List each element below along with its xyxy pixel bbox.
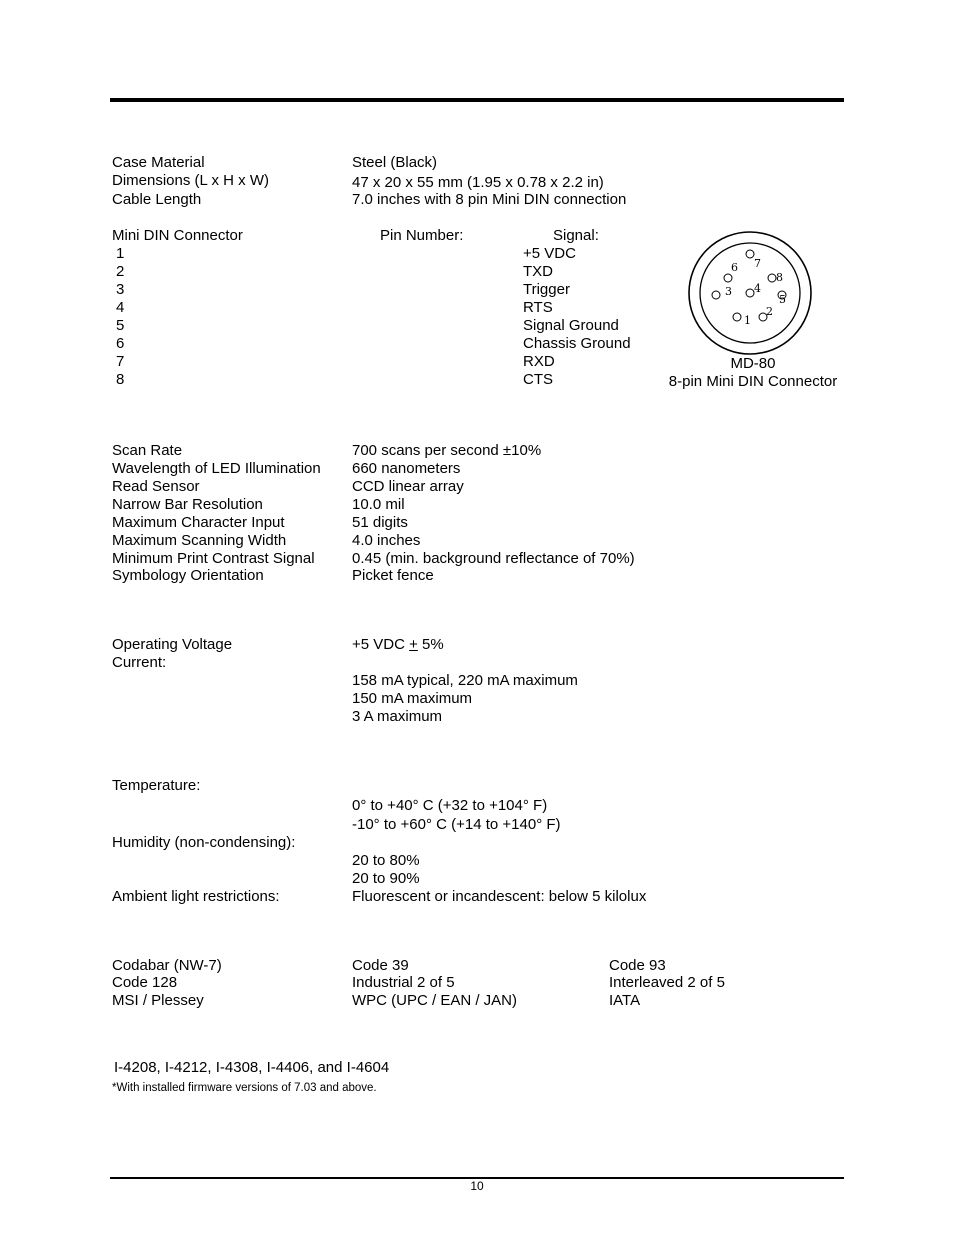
symbology: IATA [609,992,641,1009]
symbology: Codabar (NW-7) [112,957,222,974]
spec-label-cable-length: Cable Length [112,191,202,208]
spec-label: Scan Rate [112,442,183,459]
footnote: *With installed firmware versions of 7.03 and above. [112,1082,377,1094]
spec-label: Maximum Character Input [112,514,285,531]
connector-label: Mini DIN Connector [112,227,243,244]
spec-label: Read Sensor [112,478,200,495]
pin-number: 5 [116,317,125,334]
pin-number: 1 [116,245,125,262]
spec-label-dimensions: Dimensions (L x H x W) [112,172,269,189]
pin-signal: RXD [523,353,555,370]
pin-number: 7 [116,353,125,370]
pin-number: 4 [116,299,125,316]
symbology: Code 39 [352,957,409,974]
temperature-label: Temperature: [112,777,201,794]
pin-signal: +5 VDC [523,245,576,262]
pin-label-5: 5 [779,293,786,306]
current-value: 158 mA typical, 220 mA maximum [352,672,578,689]
pin-label-4: 4 [754,282,761,295]
symbology: Interleaved 2 of 5 [609,974,725,991]
pin-label-2: 2 [766,305,773,318]
spec-value-cable-length: 7.0 inches with 8 pin Mini DIN connection [352,191,627,208]
spec-label: Minimum Print Contrast Signal [112,550,315,567]
spec-value: CCD linear array [352,478,464,495]
pin-number: 8 [116,371,125,388]
spec-value: 0.45 (min. background reflectance of 70%) [352,550,635,567]
voltage-value: +5 VDC + 5% [352,636,444,653]
spec-value: 660 nanometers [352,460,461,477]
spec-value: 10.0 mil [352,496,405,513]
plus-minus-sign: + [409,636,418,653]
pin-number: 3 [116,281,125,298]
ambient-light-label: Ambient light restrictions: [112,888,280,905]
pin-label-3: 3 [725,285,732,298]
spec-value: 4.0 inches [352,532,421,549]
symbology: WPC (UPC / EAN / JAN) [352,992,518,1009]
spec-label: Symbology Orientation [112,567,264,584]
temperature-value: 0° to +40° C (+32 to +104° F) [352,797,548,814]
humidity-value: 20 to 90% [352,870,420,887]
pin-label-7: 7 [754,257,761,270]
pin-6-hole [724,274,732,282]
page-number: 10 [470,1179,484,1193]
current-value: 3 A maximum [352,708,443,725]
pin-number: 2 [116,263,125,280]
pin-1-hole [733,313,741,321]
signal-header: Signal: [553,227,599,244]
pin-signal: Trigger [523,281,570,298]
connector-model: MD-80 [730,355,776,372]
pin-8-hole [768,274,776,282]
spec-label: Narrow Bar Resolution [112,496,263,513]
pin-signal: RTS [523,299,553,316]
pin-signal: CTS [523,371,553,388]
symbology: Industrial 2 of 5 [352,974,455,991]
pin-3-hole [712,291,720,299]
spec-label-case-material: Case Material [112,154,205,171]
current-value: 150 mA maximum [352,690,473,707]
spec-value: Picket fence [352,567,434,584]
symbology: MSI / Plessey [112,992,204,1009]
header-rule [110,98,844,102]
pin-label-6: 6 [731,261,738,274]
connector-key-pin [746,250,754,258]
temperature-value: -10° to +60° C (+14 to +140° F) [352,816,561,833]
current-label: Current: [112,654,167,671]
pin-signal: TXD [523,263,553,280]
pin-signal: Chassis Ground [523,335,631,352]
pin-number: 6 [116,335,125,352]
ambient-light-value: Fluorescent or incandescent: below 5 kilolux [352,888,647,905]
symbology: Code 93 [609,957,666,974]
pin-label-1: 1 [744,314,751,327]
spec-value: 700 scans per second ±10% [352,442,542,459]
voltage-label: Operating Voltage [112,636,233,653]
spec-value: 51 digits [352,514,408,531]
spec-value-case-material: Steel (Black) [352,154,438,171]
pin-number-header: Pin Number: [380,227,464,244]
mini-din-connector-diagram [686,229,814,357]
compatible-models: I-4208, I-4212, I-4308, I-4406, and I-4604 [114,1059,390,1076]
spec-label: Wavelength of LED Illumination [112,460,321,477]
pin-signal: Signal Ground [523,317,619,334]
pin-4-hole [746,289,754,297]
pin-label-8: 8 [776,271,783,284]
symbology: Code 128 [112,974,178,991]
humidity-value: 20 to 80% [352,852,420,869]
spec-value-dimensions: 47 x 20 x 55 mm (1.95 x 0.78 x 2.2 in) [352,174,604,191]
humidity-label: Humidity (non-condensing): [112,834,296,851]
spec-label: Maximum Scanning Width [112,532,287,549]
connector-caption: 8-pin Mini DIN Connector [668,373,838,390]
